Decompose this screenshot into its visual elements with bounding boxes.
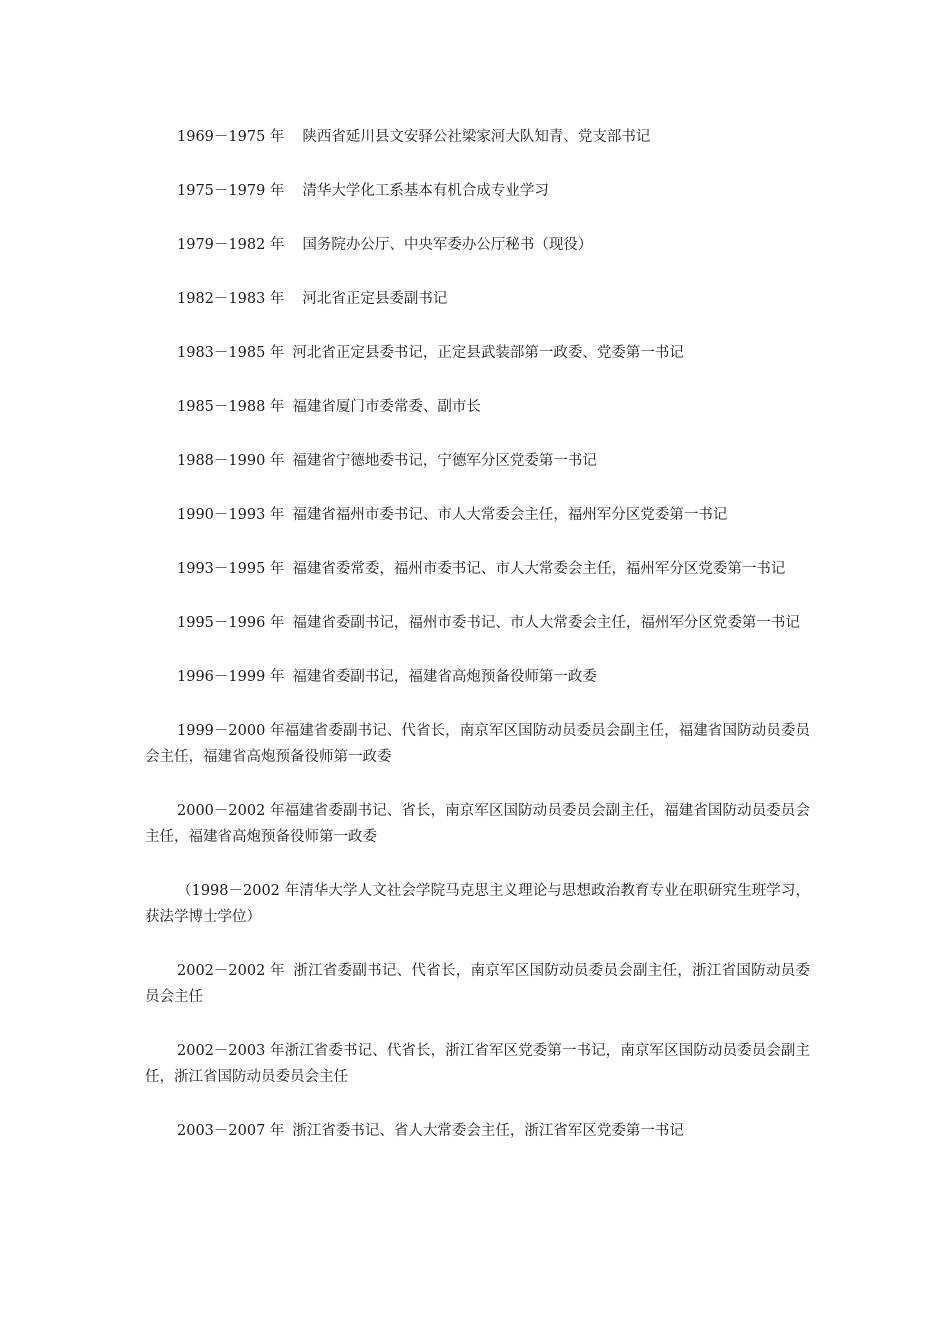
entry-period: 2002－2002 年 [177,963,285,979]
entry-description: 福建省宁德地委书记，宁德军分区党委第一书记 [292,453,597,469]
entry-period: 1982－1983 年 [177,291,285,307]
timeline-note [145,878,810,930]
entry-period: 2002－2003 年 [177,1043,285,1059]
entry-description: 河北省正定县委副书记 [302,291,448,307]
timeline-entry [145,124,810,150]
note-text: （1998－2002 年清华大学人文社会学院马克思主义理论与思想政治教育专业在职研究生班学习，获法学博士学位） [145,883,810,925]
entry-description: 福建省委常委，福州市委书记、市人大常委会主任，福州军分区党委第一书记 [292,561,786,577]
timeline-entry [145,798,810,850]
timeline-entry [145,556,810,582]
timeline-entry [145,664,810,690]
entry-description: 福建省委副书记、省长，南京军区国防动员委员会副主任，福建省国防动员委员会主任，福建省高炮预备役师第一政委 [145,803,810,845]
entry-period: 1969－1975 年 [177,129,285,145]
timeline-entry [145,448,810,474]
timeline-entry [145,610,810,636]
entry-period: 1999－2000 年 [177,723,285,739]
entry-period: 1979－1982 年 [177,237,285,253]
entry-period: 1988－1990 年 [177,453,285,469]
entry-description: 国务院办公厅、中央军委办公厅秘书（现役） [302,237,593,253]
timeline-entry [145,1038,810,1090]
timeline-entry [145,286,810,312]
entry-period: 1975－1979 年 [177,183,285,199]
entry-description: 清华大学化工系基本有机合成专业学习 [302,183,549,199]
entry-description: 陕西省延川县文安驿公社梁家河大队知青、党支部书记 [302,129,651,145]
entry-period: 1995－1996 年 [177,615,285,631]
entry-period: 2003－2007 年 [177,1123,285,1139]
timeline-entry [145,958,810,1010]
timeline-entry [145,718,810,770]
entry-period: 1983－1985 年 [177,345,285,361]
timeline-entry [145,1118,810,1144]
entry-description: 河北省正定县委书记，正定县武装部第一政委、党委第一书记 [292,345,684,361]
timeline-entry [145,232,810,258]
timeline-entry [145,178,810,204]
entry-period: 2000－2002 年 [177,803,285,819]
entry-description: 福建省委副书记，福建省高炮预备役师第一政委 [292,669,597,685]
entry-period: 1990－1993 年 [177,507,285,523]
career-timeline [145,124,810,1172]
timeline-entry [145,502,810,528]
entry-description: 福建省委副书记、代省长，南京军区国防动员委员会副主任，福建省国防动员委员会主任，福建省高炮预备役师第一政委 [145,723,810,765]
entry-period: 1996－1999 年 [177,669,285,685]
entry-description: 浙江省委副书记、代省长，南京军区国防动员委员会副主任，浙江省国防动员委员会主任 [145,963,810,1005]
timeline-entry [145,394,810,420]
entry-description: 浙江省委书记、代省长，浙江省军区党委第一书记，南京军区国防动员委员会副主任，浙江省国防动员委员会主任 [145,1043,810,1085]
entry-description: 福建省委副书记，福州市委书记、市人大常委会主任，福州军分区党委第一书记 [292,615,800,631]
entry-description: 福建省福州市委书记、市人大常委会主任，福州军分区党委第一书记 [292,507,728,523]
entry-description: 福建省厦门市委常委、副市长 [292,399,481,415]
timeline-entry [145,340,810,366]
entry-description: 浙江省委书记、省人大常委会主任，浙江省军区党委第一书记 [292,1123,684,1139]
entry-period: 1985－1988 年 [177,399,285,415]
entry-period: 1993－1995 年 [177,561,285,577]
